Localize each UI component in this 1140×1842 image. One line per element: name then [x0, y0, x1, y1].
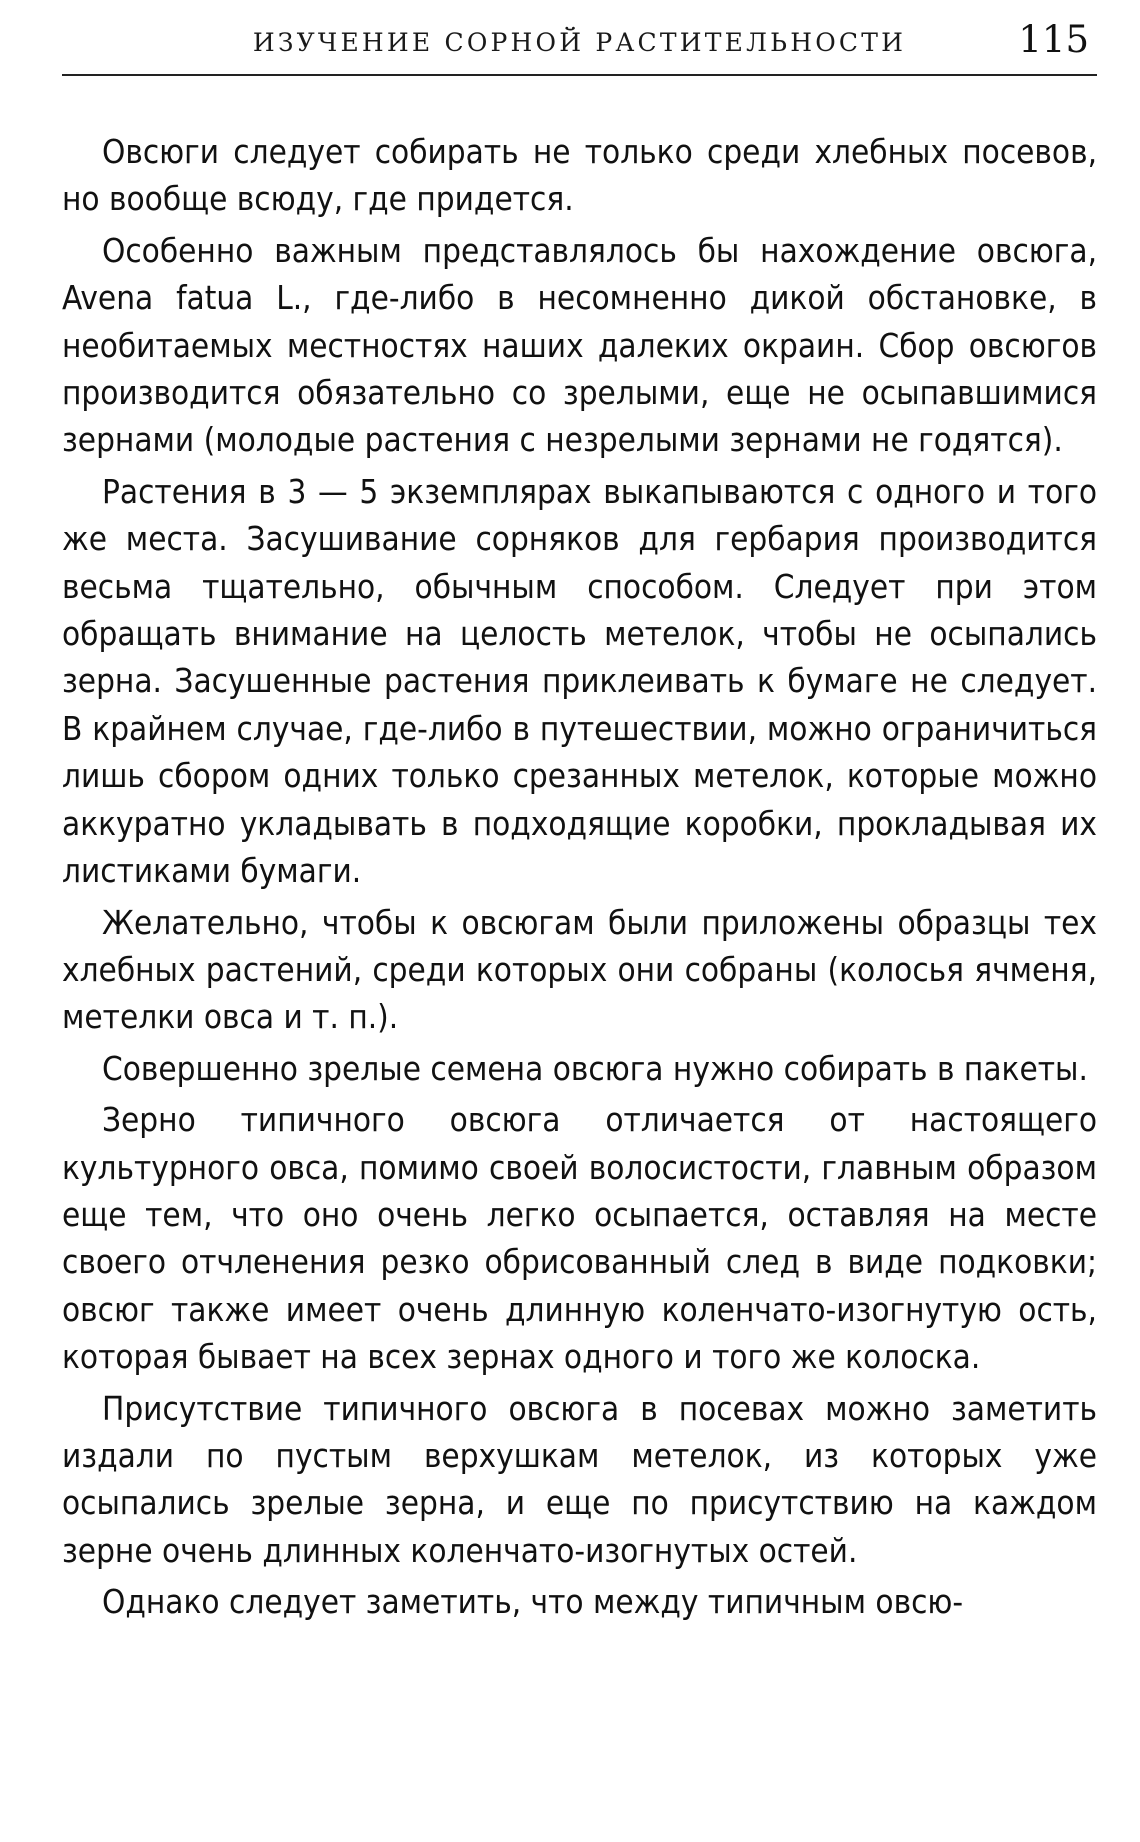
- paragraph: Однако следует заметить, что между типичным овсю-: [102, 1582, 964, 1622]
- header-rule: [62, 74, 1097, 76]
- paragraph: Растения в 3 — 5 экземплярах выкапываются с одного и того же места. Засушивание сорняков для гербария производится весьма тщательно, обычным способом. Следует при этом обращать внимание на целость метелок, чтобы не осыпались зерна. Засушенные растения приклеивать к бумаге не следует. В крайнем случае, где-либо в путешествии, можно ограничиться лишь сбором одних только срезанных метелок, которые можно аккуратно укладывать в подходящие коробки, прокладывая их листиками бумаги.: [62, 471, 1097, 891]
- paragraph: Овсюги следует собирать не только среди хлебных посевов, но вообще всюду, где придется.: [62, 132, 1097, 219]
- paragraph: Зерно типичного овсюга отличается от настоящего культурного овса, помимо своей волосистости, главным образом еще тем, что оно очень легко осыпается, оставляя на месте своего отчленения резко обрисованный след в виде подковки; овсюг также имеет очень длинную коленчато-изогнутую ость, которая бывает на всех зернах одного и того же колоска.: [62, 1100, 1097, 1377]
- running-head: [62, 18, 1097, 76]
- paragraph: Особенно важным представлялось бы нахождение овсюга, Avena fatua L., где-либо в несомненно дикой обстановке, в необитаемых местностях наших далеких окраин. Сбор овсюгов производится обязательно со зрелыми, еще не осыпавшимися зернами (молодые растения с незрелыми зернами не годятся).: [62, 230, 1097, 460]
- page-number: 115: [1018, 18, 1089, 61]
- running-title: ИЗУЧЕНИЕ СОРНОЙ РАСТИТЕЛЬНОСТИ: [252, 28, 907, 57]
- paragraph: Желательно, чтобы к овсюгам были приложены образцы тех хлебных растений, среди которых они собраны (колосья ячменя, метелки овса и т. п.).: [62, 902, 1097, 1037]
- paragraph: Совершенно зрелые семена овсюга нужно собирать в пакеты.: [102, 1048, 1088, 1088]
- paragraph: Присутствие типичного овсюга в посевах можно заметить издали по пустым верхушкам метелок, из которых уже осыпались зрелые зерна, и еще по присутствию на каждом зерне очень длинных коленчато-изогнутых остей.: [62, 1388, 1097, 1570]
- body-text: [62, 128, 1097, 1626]
